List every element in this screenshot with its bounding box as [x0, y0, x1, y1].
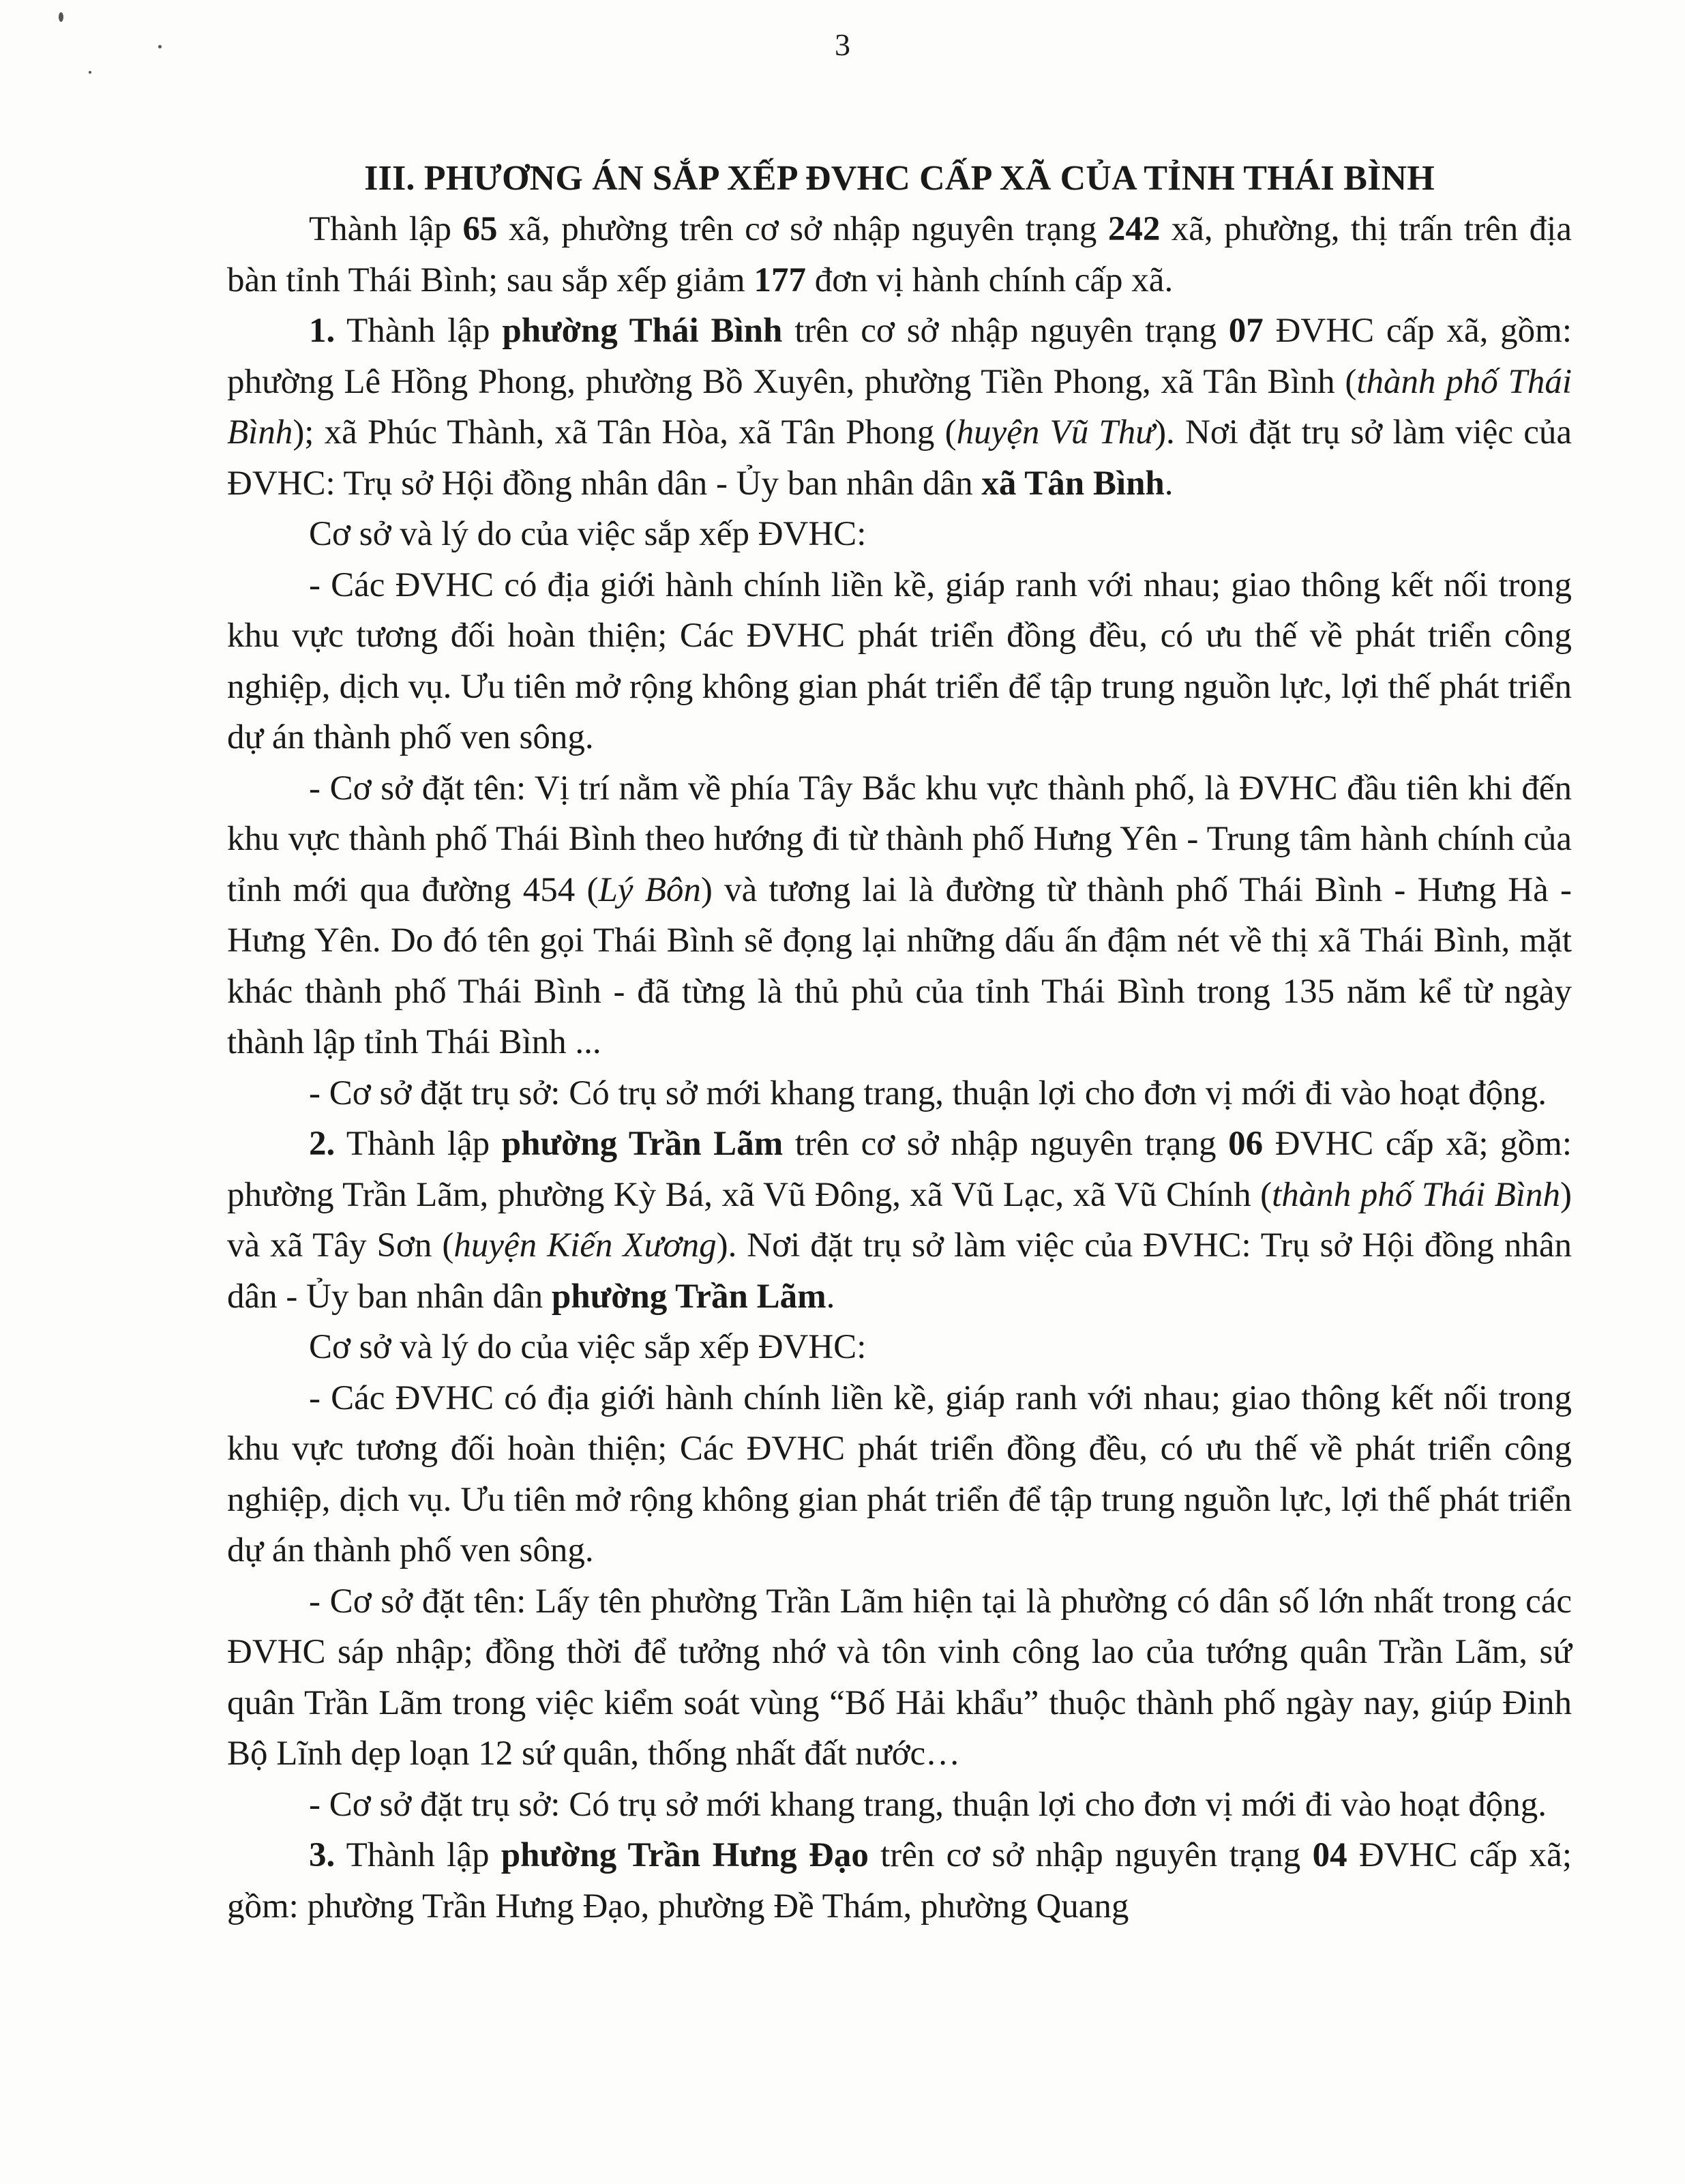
- item-2-reason: - Các ĐVHC có địa giới hành chính liền kề, giáp ranh với nhau; giao thông kết nối trong khu vực tương đối hoàn thiện; Các ĐVHC phát triển đồng đều, có ưu thế về phát triển công nghiệp, dịch vụ. Ưu tiên mở rộng không gian phát triển để tập trung nguồn lực, lợi thế phát triển dự án thành phố ven sông.: [227, 1378, 1572, 1569]
- item-2-office: - Cơ sở đặt trụ sở: Có trụ sở mới khang trang, thuận lợi cho đơn vị mới đi vào hoạt động.: [309, 1785, 1547, 1824]
- document-body: [227, 153, 1572, 1932]
- ward-name: phường Trần Hưng Đạo: [501, 1836, 869, 1874]
- item-2-reason-title: Cơ sở và lý do của việc sắp xếp ĐVHC:: [309, 1328, 867, 1366]
- item-3-paragraph: 3. Thành lập phường Trần Hưng Đạo trên cơ sở nhập nguyên trạng 04 ĐVHC cấp xã; gồm: phường Trần Hưng Đạo, phường Đề Thám, phường Quang: [227, 1836, 1572, 1925]
- scan-speck: [59, 12, 63, 22]
- item-2-naming: - Cơ sở đặt tên: Lấy tên phường Trần Lãm hiện tại là phường có dân số lớn nhất trong các ĐVHC sáp nhập; đồng thời để tưởng nhớ và tôn vinh công lao của tướng quân Trần Lãm, sứ quân Trần Lãm trong việc kiểm soát vùng “Bố Hải khẩu” thuộc thành phố ngày nay, giúp Đinh Bộ Lĩnh dẹp loạn 12 sứ quân, thống nhất đất nước…: [227, 1582, 1572, 1773]
- item-1-paragraph: 1. Thành lập phường Thái Bình trên cơ sở nhập nguyên trạng 07 ĐVHC cấp xã, gồm: phường Lê Hồng Phong, phường Bồ Xuyên, phường Tiền Phong, xã Tân Bình (thành phố Thái Bình); xã Phúc Thành, xã Tân Hòa, xã Tân Phong (huyện Vũ Thư). Nơi đặt trụ sở làm việc của ĐVHC: Trụ sở Hội đồng nhân dân - Ủy ban nhân dân xã Tân Bình.: [227, 312, 1572, 503]
- ward-name: phường Trần Lãm: [501, 1125, 784, 1163]
- ward-name: phường Thái Bình: [502, 312, 783, 350]
- item-1-reason-title: Cơ sở và lý do của việc sắp xếp ĐVHC:: [309, 515, 867, 553]
- item-1-reason: - Các ĐVHC có địa giới hành chính liền kề, giáp ranh với nhau; giao thông kết nối trong khu vực tương đối hoàn thiện; Các ĐVHC phát triển đồng đều, có ưu thế về phát triển công nghiệp, dịch vụ. Ưu tiên mở rộng không gian phát triển để tập trung nguồn lực, lợi thế phát triển dự án thành phố ven sông.: [227, 565, 1572, 756]
- section-heading: III. PHƯƠNG ÁN SẮP XẾP ĐVHC CẤP XÃ CỦA TỈNH THÁI BÌNH: [364, 159, 1435, 198]
- item-1-office: - Cơ sở đặt trụ sở: Có trụ sở mới khang trang, thuận lợi cho đơn vị mới đi vào hoạt động.: [309, 1074, 1547, 1112]
- item-2-paragraph: 2. Thành lập phường Trần Lãm trên cơ sở nhập nguyên trạng 06 ĐVHC cấp xã; gồm: phường Trần Lãm, phường Kỳ Bá, xã Vũ Đông, xã Vũ Lạc, xã Vũ Chính (thành phố Thái Bình) và xã Tây Sơn (huyện Kiến Xương). Nơi đặt trụ sở làm việc của ĐVHC: Trụ sở Hội đồng nhân dân - Ủy ban nhân dân phường Trần Lãm.: [227, 1125, 1572, 1316]
- item-1-naming: - Cơ sở đặt tên: Vị trí nằm về phía Tây Bắc khu vực thành phố, là ĐVHC đầu tiên khi đến khu vực thành phố Thái Bình theo hướng đi từ thành phố Hưng Yên - Trung tâm hành chính của tỉnh mới qua đường 454 (Lý Bôn) và tương lai là đường từ thành phố Thái Bình - Hưng Hà - Hưng Yên. Do đó tên gọi Thái Bình sẽ đọng lại những dấu ấn đậm nét về thị xã Thái Bình, mặt khác thành phố Thái Bình - đã từng là thủ phủ của tỉnh Thái Bình trong 135 năm kể từ ngày thành lập tỉnh Thái Bình ...: [227, 769, 1572, 1061]
- page-number: 3: [835, 27, 850, 62]
- scan-speck: [89, 71, 91, 74]
- intro-paragraph: Thành lập 65 xã, phường trên cơ sở nhập nguyên trạng 242 xã, phường, thị trấn trên địa bàn tỉnh Thái Bình; sau sắp xếp giảm 177 đơn vị hành chính cấp xã.: [227, 210, 1572, 299]
